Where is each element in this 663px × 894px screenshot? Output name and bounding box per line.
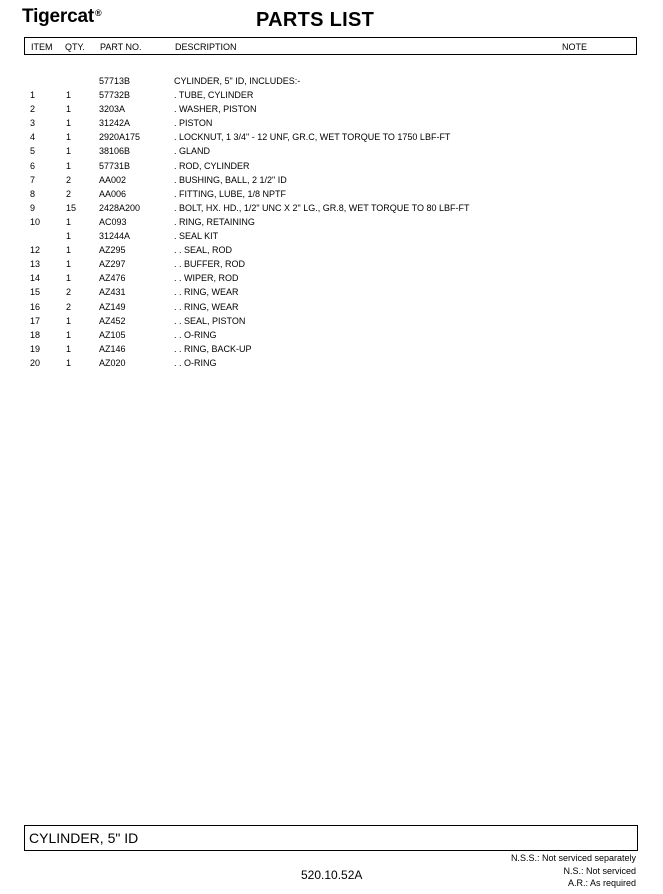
part-number: AZ146 (99, 343, 126, 354)
quantity: 1 (66, 245, 72, 256)
assembly-title: CYLINDER, 5" ID (29, 830, 139, 846)
abbreviation-legend (511, 852, 636, 890)
table-row (24, 344, 637, 358)
part-number: 31242A (99, 118, 131, 129)
part-number: 2428A200 (99, 202, 141, 213)
quantity: 1 (66, 259, 72, 270)
legend-line: N.S.: Not serviced (563, 865, 636, 876)
part-number: 57731B (99, 160, 131, 171)
item-number: 6 (30, 160, 36, 171)
description: . FITTING, LUBE, 1/8 NPTF (174, 188, 287, 199)
part-number: 57713B (99, 76, 131, 86)
description: . . SEAL, ROD (174, 245, 233, 256)
quantity: 2 (66, 287, 72, 298)
part-number: 3203A (99, 104, 126, 115)
quantity: 1 (66, 216, 72, 227)
item-number: 1 (30, 90, 36, 101)
page-title: PARTS LIST (256, 9, 375, 31)
item-number: 4 (30, 132, 36, 143)
header-qty: QTY. (65, 42, 85, 52)
table-row (24, 161, 637, 175)
registered-mark: ® (94, 8, 102, 18)
quantity: 1 (66, 132, 72, 143)
header-item: ITEM (31, 42, 53, 52)
quantity: 1 (66, 231, 72, 242)
quantity: 2 (66, 188, 72, 199)
description: . PISTON (174, 118, 213, 129)
legend-line: A.R.: As required (567, 878, 636, 888)
brand-logo (22, 6, 101, 28)
header-description: DESCRIPTION (175, 42, 237, 52)
legend-line: N.S.S.: Not serviced separately (510, 853, 636, 863)
header-note: NOTE (562, 42, 588, 52)
table-row (24, 287, 637, 301)
quantity: 1 (66, 329, 72, 340)
table-row (24, 104, 637, 118)
table-header (24, 37, 637, 55)
quantity: 1 (66, 104, 72, 115)
quantity: 1 (66, 146, 72, 157)
table-row (24, 330, 637, 344)
table-row (24, 358, 637, 372)
description: . TUBE, CYLINDER (174, 90, 254, 101)
part-number: 31244A (99, 231, 131, 242)
table-row (24, 90, 637, 104)
quantity: 1 (66, 357, 72, 368)
table-row (24, 76, 637, 90)
table-row (24, 273, 637, 287)
description: . BOLT, HX. HD., 1/2" UNC X 2" LG., GR.8, WET TORQUE TO 80 LBF-FT (174, 202, 470, 213)
description: . ROD, CYLINDER (174, 160, 250, 171)
part-number: AZ105 (99, 329, 126, 340)
part-number: AC093 (99, 216, 127, 227)
quantity: 1 (66, 315, 72, 326)
description: CYLINDER, 5" ID, INCLUDES:- (174, 76, 301, 86)
quantity: 1 (66, 273, 72, 284)
part-number: AZ149 (99, 301, 126, 312)
table-row (24, 231, 637, 245)
part-number: AZ297 (99, 259, 126, 270)
description: . LOCKNUT, 1 3/4" - 12 UNF, GR.C, WET TORQUE TO 1750 LBF-FT (174, 132, 451, 143)
description: . . RING, BACK-UP (174, 343, 252, 354)
description: . SEAL KIT (174, 231, 219, 242)
item-number: 14 (30, 273, 41, 284)
assembly-title-box (24, 825, 638, 851)
item-number: 18 (30, 329, 41, 340)
item-number: 12 (30, 245, 41, 256)
item-number: 15 (30, 287, 41, 298)
description: . . WIPER, ROD (174, 273, 239, 284)
part-number: AA006 (99, 188, 127, 199)
item-number: 19 (30, 343, 41, 354)
table-row (24, 217, 637, 231)
item-number: 13 (30, 259, 41, 270)
header-part-no: PART NO. (100, 42, 142, 52)
item-number: 16 (30, 301, 41, 312)
description: . BUSHING, BALL, 2 1/2" ID (174, 174, 287, 185)
table-row (24, 175, 637, 189)
part-number: AA002 (99, 174, 127, 185)
brand-name: Tigercat (22, 6, 94, 27)
part-number: 57732B (99, 90, 131, 101)
table-row (24, 189, 637, 203)
part-number: AZ476 (99, 273, 126, 284)
table-row (24, 302, 637, 316)
quantity: 1 (66, 160, 72, 171)
description: . . O-RING (174, 329, 217, 340)
part-number: 2920A175 (99, 132, 141, 143)
part-number: AZ452 (99, 315, 126, 326)
item-number: 20 (30, 357, 41, 368)
part-number: 38106B (99, 146, 131, 157)
table-row (24, 203, 637, 217)
item-number: 9 (30, 202, 36, 213)
item-number: 10 (30, 216, 41, 227)
description: . WASHER, PISTON (174, 104, 257, 115)
description: . . O-RING (174, 357, 217, 368)
description: . RING, RETAINING (174, 216, 255, 227)
item-number: 17 (30, 315, 41, 326)
quantity: 1 (66, 343, 72, 354)
description: . . RING, WEAR (174, 301, 239, 312)
table-row (24, 132, 637, 146)
description: . . SEAL, PISTON (174, 315, 246, 326)
quantity: 1 (66, 118, 72, 129)
table-row (24, 245, 637, 259)
quantity: 15 (66, 202, 77, 213)
description: . . BUFFER, ROD (174, 259, 246, 270)
item-number: 5 (30, 146, 36, 157)
part-number: AZ295 (99, 245, 126, 256)
item-number: 8 (30, 188, 36, 199)
part-number: AZ020 (99, 357, 126, 368)
description: . . RING, WEAR (174, 287, 239, 298)
item-number: 3 (30, 118, 36, 129)
item-number: 2 (30, 104, 36, 115)
item-number: 7 (30, 174, 36, 185)
table-row (24, 118, 637, 132)
description: . GLAND (174, 146, 211, 157)
quantity: 1 (66, 90, 72, 101)
part-number: AZ431 (99, 287, 126, 298)
parts-table-body (24, 76, 637, 372)
table-row (24, 259, 637, 273)
table-row (24, 316, 637, 330)
table-row (24, 146, 637, 160)
quantity: 2 (66, 174, 72, 185)
quantity: 2 (66, 301, 72, 312)
document-number: 520.10.52A (301, 868, 363, 882)
